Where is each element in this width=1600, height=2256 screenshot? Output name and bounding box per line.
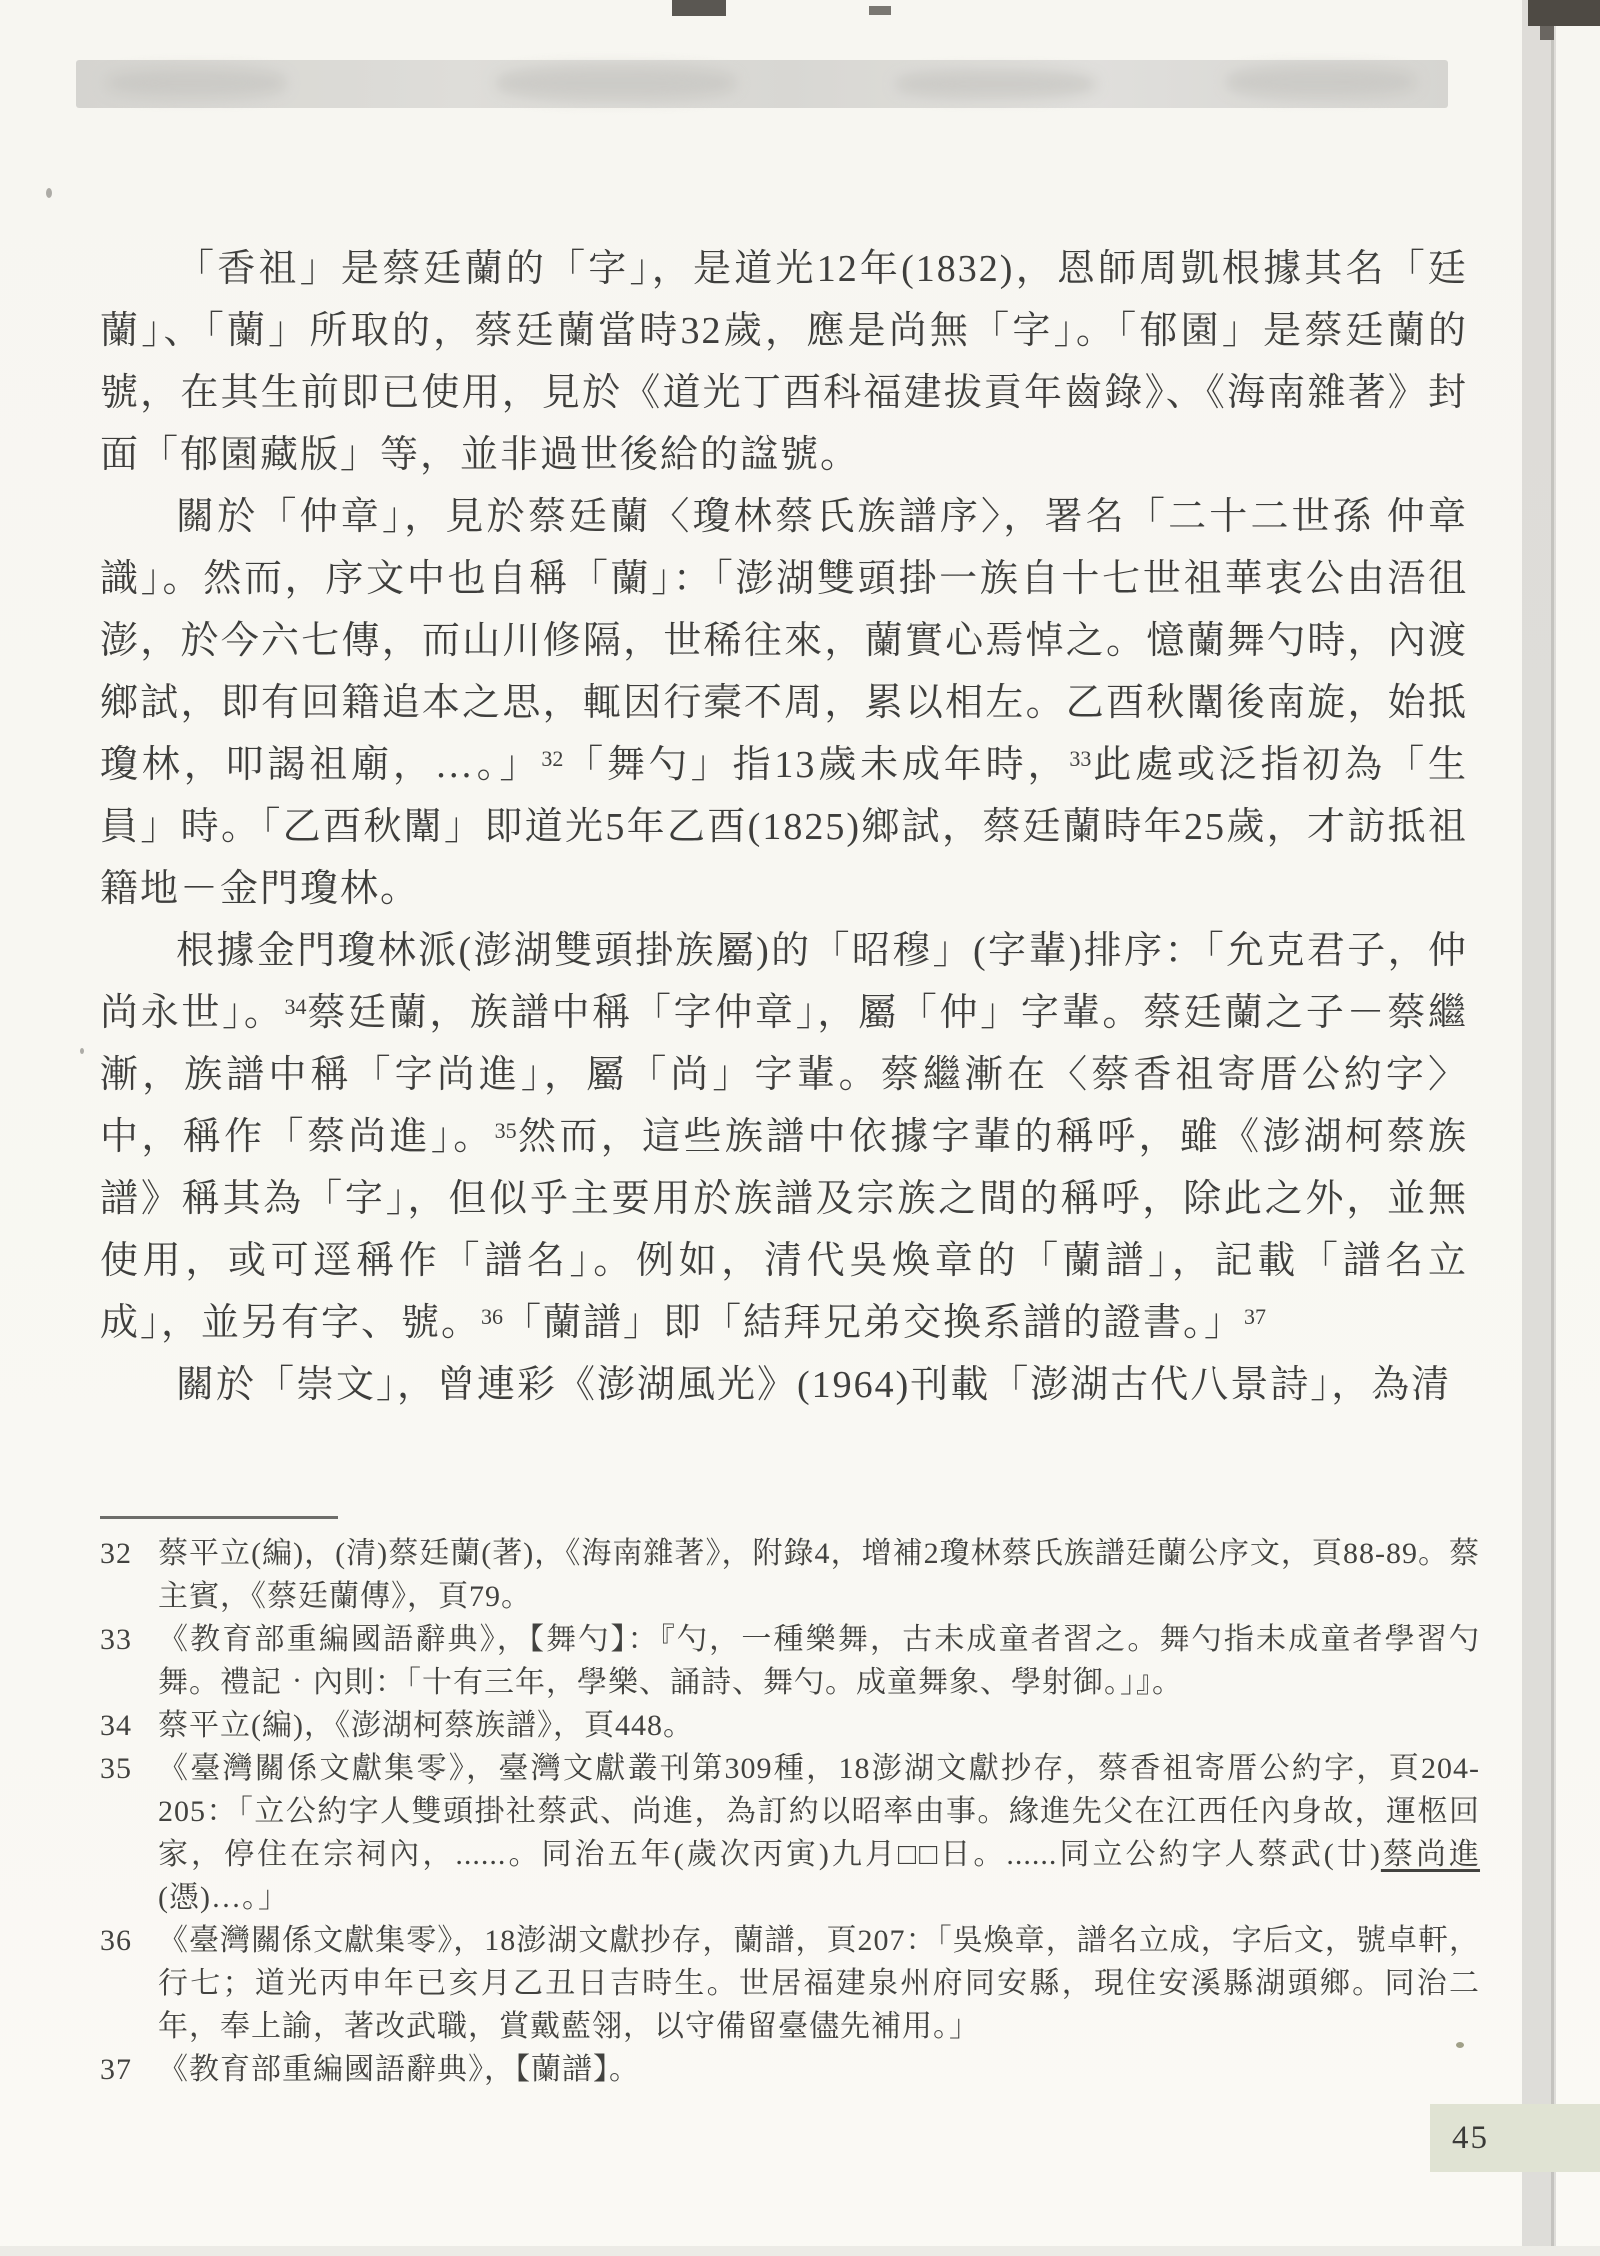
footnote-marker: 32	[541, 746, 564, 771]
footnote-separator	[100, 1516, 338, 1519]
text-run: 蔡廷蘭，族譜中稱「字仲章」，屬「仲」字輩。蔡廷蘭之子－蔡繼漸，族譜中稱「字尚進」，屬「尚」字輩。蔡繼漸在〈蔡香祖寄厝公約字〉中，稱作「蔡尚進」。	[100, 992, 1468, 1158]
text-run: 此處或泛指初為「生員」時。「乙酉秋闈」即道光5年乙酉(1825)鄉試，蔡廷蘭時年25歲，才訪抵祖籍地－金門瓊林。	[100, 744, 1468, 910]
text-run: 蔡平立(編)，(清)蔡廷蘭(著)，《海南雜著》，附錄4，增補2瓊林蔡氏族譜廷蘭公序文，頁88-89。蔡主賓，《蔡廷蘭傳》，頁79。	[158, 1537, 1480, 1613]
scan-edge-right-line	[1551, 0, 1554, 2256]
text-run: 關於「崇文」，曾連彩《澎湖風光》(1964)刊載「澎湖古代八景詩」，為清	[176, 1364, 1452, 1406]
paragraph	[100, 486, 1468, 920]
footnote	[100, 1747, 1480, 1919]
footnotes	[100, 1532, 1480, 2091]
paragraph	[100, 238, 1468, 486]
scan-speck	[80, 1048, 84, 1054]
text-run: 《臺灣關係文獻集零》，18澎湖文獻抄存，蘭譜，頁207：「吳煥章，譜名立成，字后文，號卓軒，行七；道光丙申年已亥月乙丑日吉時生。世居福建泉州府同安縣，現住安溪縣湖頭鄉。同治二年，奉上諭，著改武職，賞戴藍翎，以守備留臺儘先補用。」	[158, 1924, 1480, 2043]
text-run: 「香祖」是蔡廷蘭的「字」，是道光12年(1832)，恩師周凱根據其名「廷蘭」、「蘭」所取的，蔡廷蘭當時32歲，應是尚無「字」。「郁園」是蔡廷蘭的號，在其生前即已使用，見於《道光丁酉科福建拔貢年齒錄》、《海南雜著》封面「郁園藏版」等，並非過世後給的諡號。	[100, 248, 1468, 476]
text-run: 「舞勺」指13歲未成年時，	[563, 744, 1070, 786]
scan-blob	[496, 66, 736, 100]
footnote	[100, 2048, 1480, 2091]
footnote-marker: 37	[1244, 1304, 1267, 1329]
scan-corner-top-right-tail	[1540, 26, 1554, 40]
text-run: 根據金門瓊林派(澎湖雙頭掛族屬)的「昭穆」(字輩)排序：「允克君子，仲尚永世」。	[100, 930, 1468, 1034]
text-run: 關於「仲章」，見於蔡廷蘭〈瓊林蔡氏族譜序〉，署名「二十二世孫 仲章識」。然而，序文中也自稱「蘭」：「澎湖雙頭掛一族自十七世祖華衷公由浯徂澎，於今六七傳，而山川修隔，世稀往來，蘭實心焉悼之。憶蘭舞勺時，內渡鄉試，即有回籍追本之思，輒因行槖不周，累以相左。乙酉秋闈後南旋，始抵瓊林，叩謁祖廟，…。」	[100, 496, 1468, 786]
footnote	[100, 1919, 1480, 2048]
body-text	[100, 238, 1468, 1416]
text-run: 然而，這些族譜中依據字輩的稱呼，雖《澎湖柯蔡族譜》稱其為「字」，但似乎主要用於族譜及宗族之間的稱呼，除此之外，並無使用，或可逕稱作「譜名」。例如，清代吳煥章的「蘭譜」，記載「譜名立成」，並另有字、號。	[100, 1116, 1468, 1344]
scan-speck	[46, 188, 52, 198]
footnote-marker: 36	[481, 1304, 504, 1329]
footnote-number: 33	[100, 1623, 132, 1656]
scan-blob	[1226, 66, 1416, 98]
footnote-number: 32	[100, 1537, 132, 1570]
paragraph	[100, 920, 1468, 1354]
scan-blob	[896, 70, 1096, 98]
text-run: 蔡尚進	[1380, 1838, 1481, 1871]
text-run: 《教育部重編國語辭典》，【蘭譜】。	[158, 2053, 640, 2086]
paragraph	[100, 1354, 1468, 1416]
text-run: 蔡平立(編)，《澎湖柯蔡族譜》，頁448。	[158, 1709, 694, 1742]
scan-bottom-strip	[0, 2246, 1600, 2256]
text-run: (憑)…。」	[158, 1881, 289, 1914]
scan-mark-top-mid	[869, 6, 891, 15]
footnote-marker: 34	[284, 994, 307, 1019]
footnote	[100, 1618, 1480, 1704]
scan-band-top	[76, 60, 1448, 108]
page-number-box	[1430, 2104, 1600, 2172]
scan-blob	[106, 68, 286, 98]
scan-mark-top-left	[672, 0, 726, 16]
footnote	[100, 1532, 1480, 1618]
footnote-number: 35	[100, 1752, 132, 1785]
footnote-number: 34	[100, 1709, 132, 1742]
footnote-number: 36	[100, 1924, 132, 1957]
text-run: 「蘭譜」即「結拜兄弟交換系譜的證書。」	[503, 1302, 1245, 1344]
scan-corner-top-right	[1528, 0, 1600, 26]
text-run: 《教育部重編國語辭典》，【舞勺】：『勺，一種樂舞，古未成童者習之。舞勺指未成童者學習勺舞。禮記‧內則：「十有三年，學樂、誦詩、舞勺。成童舞象、學射御。」』。	[158, 1623, 1480, 1699]
page-number: 45	[1452, 2119, 1489, 2156]
footnote-marker: 35	[494, 1118, 517, 1143]
footnote	[100, 1704, 1480, 1747]
footnote-marker: 33	[1069, 746, 1092, 771]
text-run: 《臺灣關係文獻集零》，臺灣文獻叢刊第309種，18澎湖文獻抄存，蔡香祖寄厝公約字，頁204-205：「立公約字人雙頭掛社蔡武、尚進，為訂約以昭率由事。緣進先父在江西任內身故，運柩回家，停住在宗祠內，......。同治五年(歲次丙寅)九月□□日。......同立公約字人蔡武(廿)	[158, 1752, 1480, 1871]
footnote-number: 37	[100, 2053, 132, 2086]
